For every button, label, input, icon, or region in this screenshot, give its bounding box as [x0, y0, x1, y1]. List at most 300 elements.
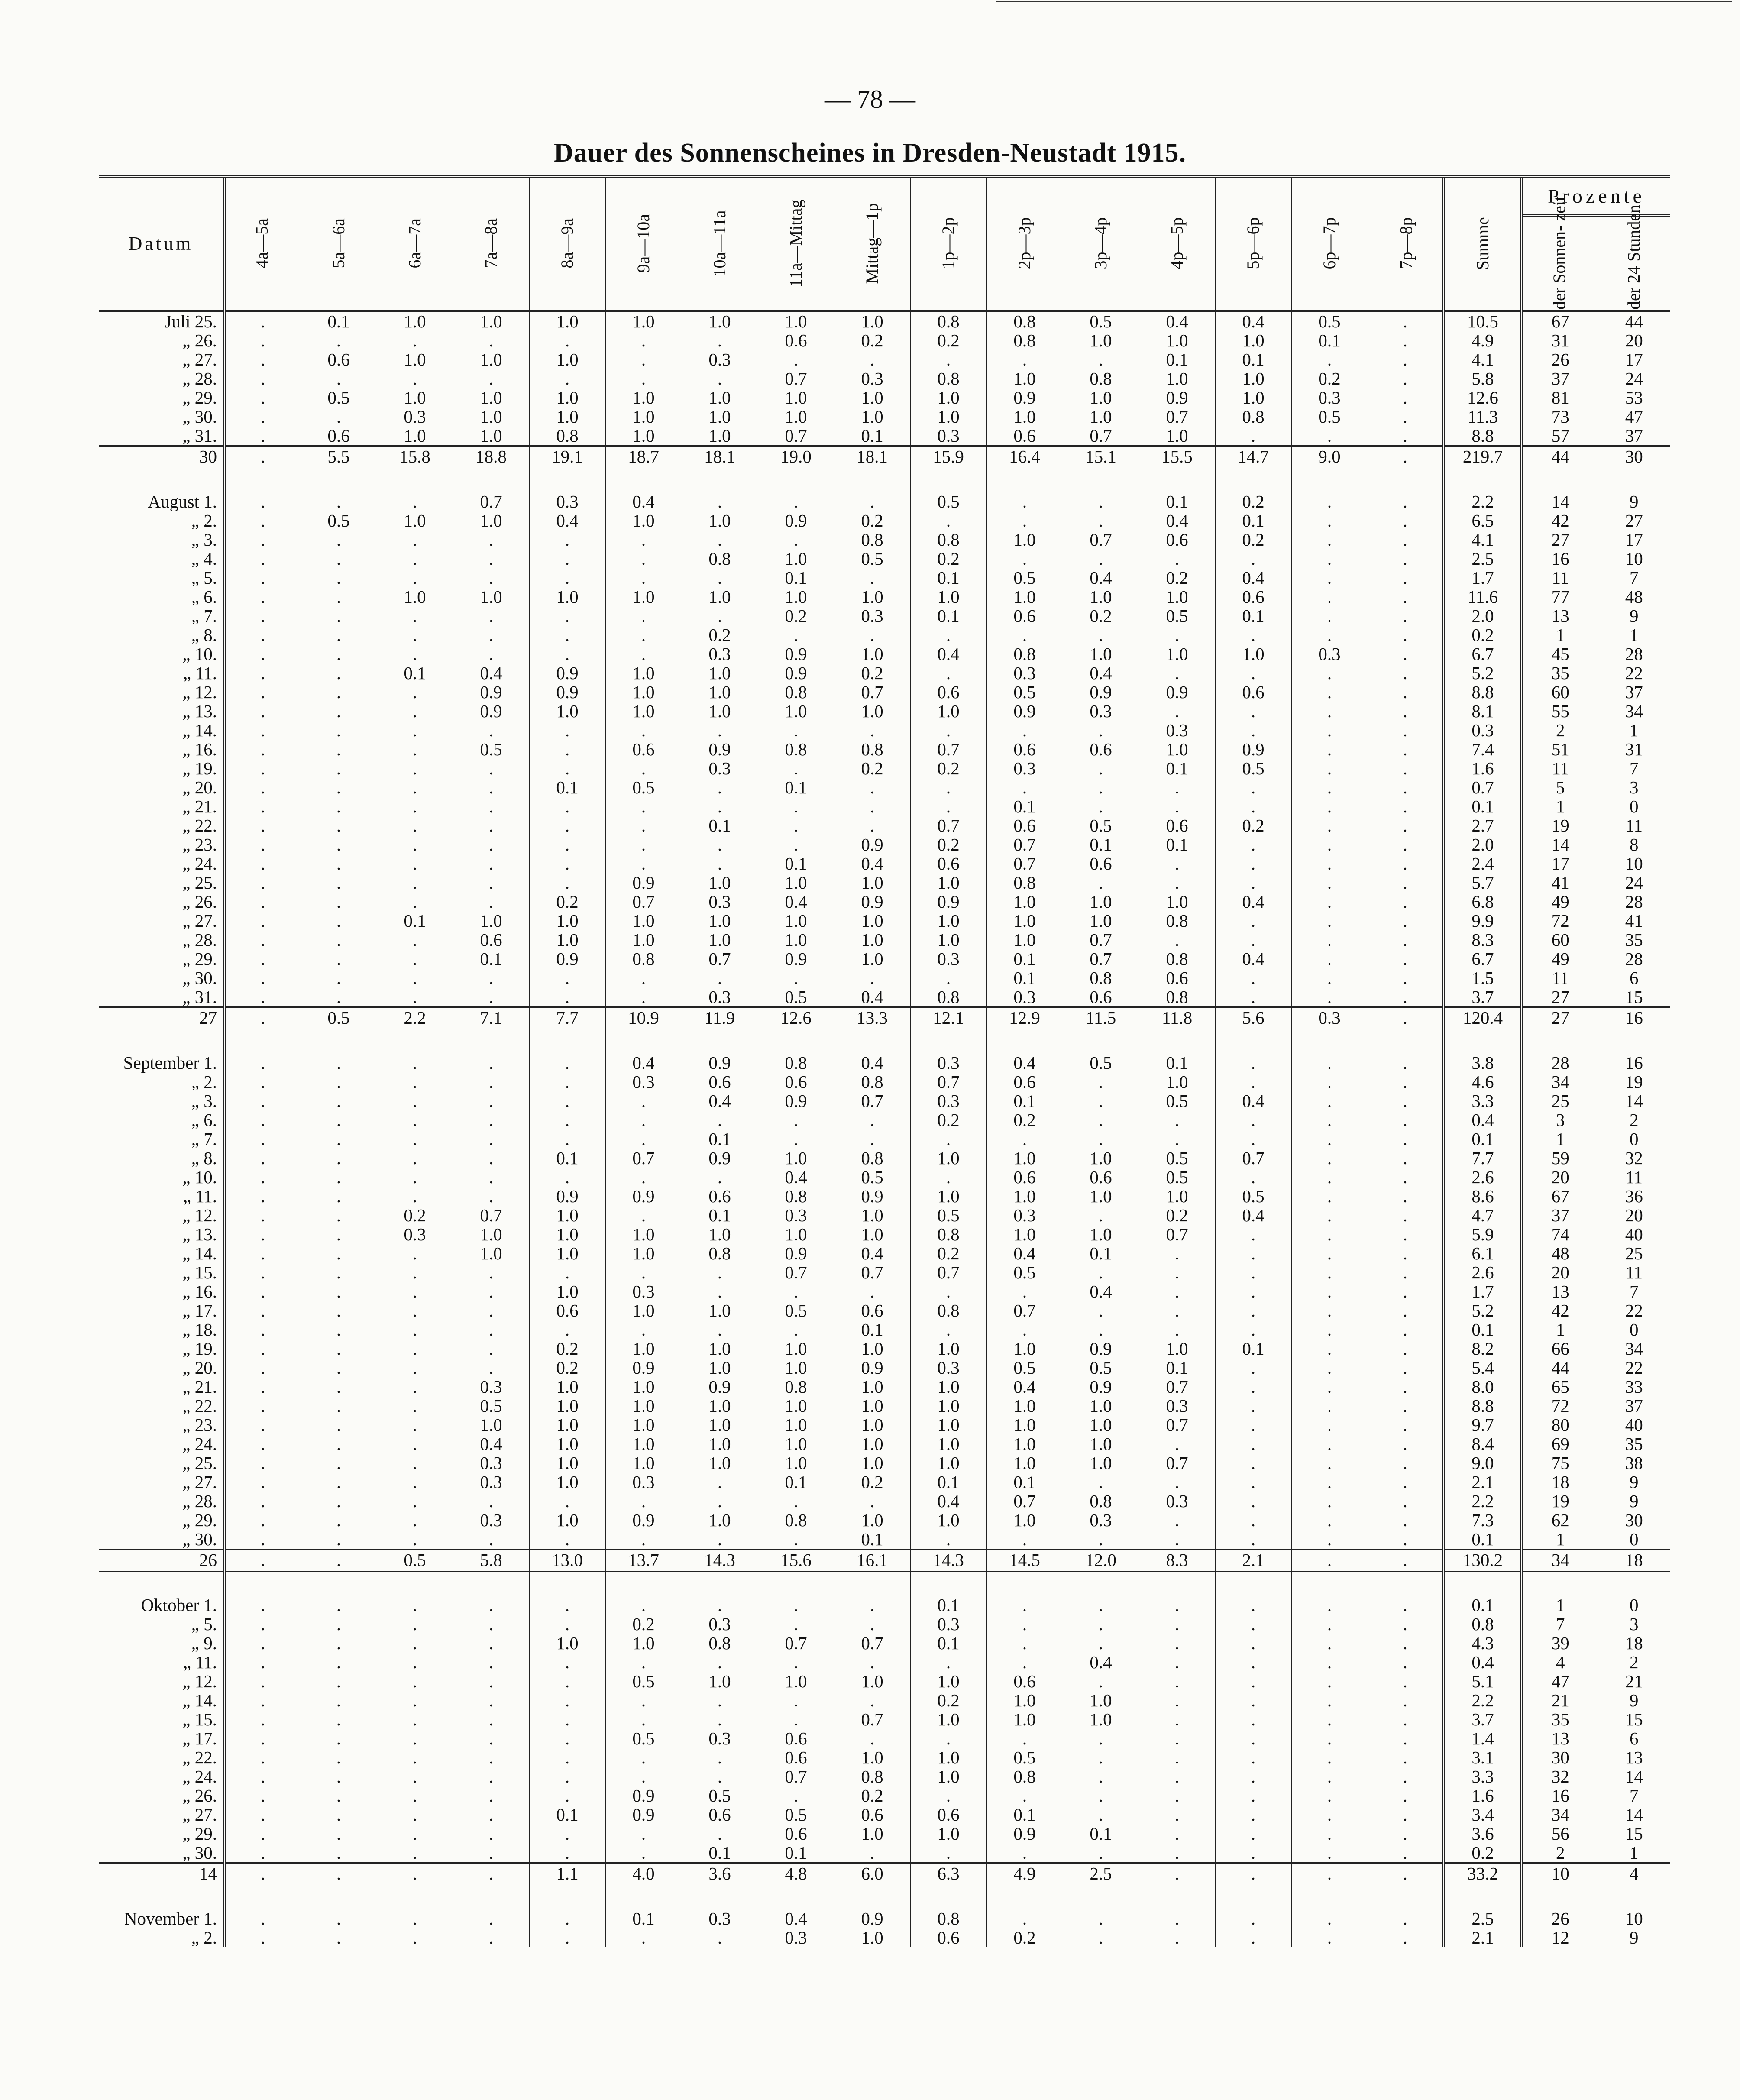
- value-cell: .: [1368, 1053, 1444, 1072]
- value-cell: 1.0: [986, 587, 1063, 606]
- value-cell: 0.5: [1139, 1168, 1215, 1187]
- value-cell: .: [1291, 549, 1368, 568]
- value-cell: 33: [1598, 1377, 1670, 1396]
- value-cell: 16.4: [986, 446, 1063, 468]
- value-cell: .: [1368, 1492, 1444, 1511]
- value-cell: .: [1368, 331, 1444, 350]
- value-cell: .: [1063, 759, 1139, 778]
- value-cell: .: [301, 1434, 377, 1453]
- value-cell: .: [910, 721, 986, 740]
- value-cell: 0.1: [758, 1843, 834, 1863]
- value-cell: 27: [1522, 1007, 1598, 1029]
- value-cell: .: [834, 797, 910, 816]
- value-cell: 0.6: [453, 930, 529, 949]
- value-cell: 1.0: [682, 511, 758, 530]
- value-cell: .: [910, 350, 986, 369]
- value-cell: 0.8: [758, 1377, 834, 1396]
- value-cell: .: [605, 606, 682, 625]
- value-cell: 0.3: [605, 1282, 682, 1301]
- value-cell: .: [377, 1928, 453, 1947]
- value-cell: .: [377, 1653, 453, 1672]
- value-cell: 1.0: [682, 911, 758, 930]
- value-cell: .: [1215, 1672, 1291, 1691]
- date-cell: „ 17.: [182, 1728, 217, 1748]
- value-cell: 0.5: [758, 1301, 834, 1320]
- value-cell: 16: [1598, 1053, 1670, 1072]
- value-cell: 0.1: [834, 1320, 910, 1339]
- value-cell: 1.0: [1139, 644, 1215, 663]
- value-cell: 0.1: [1063, 1824, 1139, 1843]
- value-cell: .: [301, 530, 377, 549]
- value-cell: 7.7: [529, 1007, 605, 1029]
- value-cell: .: [224, 388, 301, 407]
- table-row: [99, 1149, 1670, 1168]
- date-cell: „ 11.: [183, 663, 217, 683]
- value-cell: .: [1215, 835, 1291, 854]
- value-cell: .: [224, 407, 301, 426]
- value-cell: 0.2: [605, 1615, 682, 1634]
- value-cell: 0.8: [910, 311, 986, 331]
- value-cell: .: [453, 892, 529, 911]
- value-cell: .: [377, 1634, 453, 1653]
- value-cell: 0.3: [910, 426, 986, 446]
- value-cell: 0.5: [605, 778, 682, 797]
- value-cell: 4: [1598, 1863, 1670, 1885]
- value-cell: 1.0: [910, 930, 986, 949]
- value-cell: 1.0: [605, 1434, 682, 1453]
- value-cell: 18: [1598, 1550, 1670, 1572]
- value-cell: .: [1215, 1863, 1291, 1885]
- value-cell: 0.7: [605, 892, 682, 911]
- value-cell: 0.5: [682, 1786, 758, 1805]
- value-cell: .: [529, 1615, 605, 1634]
- value-cell: .: [377, 1909, 453, 1928]
- value-cell: 73: [1522, 407, 1598, 426]
- value-cell: 1: [1598, 1843, 1670, 1863]
- value-cell: 0.5: [1063, 1053, 1139, 1072]
- value-cell: 0.9: [1063, 683, 1139, 702]
- value-cell: 37: [1522, 369, 1598, 388]
- value-cell: .: [1063, 1928, 1139, 1947]
- table-row: [99, 1263, 1670, 1282]
- value-cell: .: [1215, 1767, 1291, 1786]
- value-cell: 3.3: [1444, 1767, 1522, 1786]
- value-cell: .: [910, 1530, 986, 1550]
- spacer-cell: [1063, 1885, 1139, 1909]
- value-cell: .: [453, 835, 529, 854]
- value-cell: .: [834, 492, 910, 511]
- value-cell: .: [301, 1492, 377, 1511]
- value-cell: 4.9: [986, 1863, 1063, 1885]
- spacer-cell: [377, 468, 453, 492]
- value-cell: 1.0: [834, 644, 910, 663]
- value-cell: .: [758, 1595, 834, 1615]
- value-cell: .: [605, 1653, 682, 1672]
- value-cell: .: [682, 369, 758, 388]
- value-cell: .: [1215, 1729, 1291, 1748]
- value-cell: .: [453, 1863, 529, 1885]
- table-row: [99, 1206, 1670, 1225]
- date-cell: „ 30.: [182, 968, 217, 988]
- value-cell: 0.2: [529, 1358, 605, 1377]
- value-cell: 0.8: [834, 1149, 910, 1168]
- value-cell: .: [1291, 702, 1368, 721]
- value-cell: 0.1: [1444, 1320, 1522, 1339]
- value-cell: 7: [1598, 568, 1670, 587]
- value-cell: .: [301, 1320, 377, 1339]
- spacer-cell: [1444, 468, 1522, 492]
- table-row: [99, 1824, 1670, 1843]
- value-cell: .: [301, 587, 377, 606]
- value-cell: 22: [1598, 1358, 1670, 1377]
- value-cell: .: [453, 721, 529, 740]
- value-cell: .: [1368, 1634, 1444, 1653]
- value-cell: .: [377, 1824, 453, 1843]
- value-cell: .: [1368, 606, 1444, 625]
- value-cell: 1.0: [682, 1225, 758, 1244]
- value-cell: 57: [1522, 426, 1598, 446]
- value-cell: 1.0: [1139, 331, 1215, 350]
- value-cell: 10.9: [605, 1007, 682, 1029]
- value-cell: 1.0: [834, 1928, 910, 1947]
- value-cell: .: [1291, 1843, 1368, 1863]
- value-cell: 0.6: [1139, 530, 1215, 549]
- value-cell: 18.7: [605, 446, 682, 468]
- value-cell: .: [453, 369, 529, 388]
- value-cell: .: [1368, 1396, 1444, 1415]
- value-cell: 27: [1522, 530, 1598, 549]
- value-cell: 0.3: [910, 1091, 986, 1110]
- value-cell: .: [1139, 1595, 1215, 1615]
- value-cell: .: [301, 968, 377, 987]
- value-cell: .: [377, 1672, 453, 1691]
- table-row: [99, 892, 1670, 911]
- value-cell: 0.2: [1444, 1843, 1522, 1863]
- spacer-cell: [1522, 1572, 1598, 1596]
- table-row: [99, 663, 1670, 683]
- value-cell: .: [453, 1672, 529, 1691]
- value-cell: 0.8: [758, 1187, 834, 1206]
- value-cell: .: [1291, 1863, 1368, 1885]
- date-cell: „ 6.: [191, 1110, 217, 1130]
- value-cell: .: [910, 1129, 986, 1149]
- value-cell: 41: [1522, 873, 1598, 892]
- value-cell: .: [758, 530, 834, 549]
- value-cell: .: [1139, 1909, 1215, 1928]
- value-cell: 81: [1522, 388, 1598, 407]
- date-cell: Oktober 1.: [141, 1595, 217, 1615]
- value-cell: 1: [1522, 1595, 1598, 1615]
- table-row: [99, 407, 1670, 426]
- value-cell: 1.0: [605, 407, 682, 426]
- value-cell: 8.4: [1444, 1434, 1522, 1453]
- value-cell: 1: [1522, 797, 1598, 816]
- value-cell: 1.0: [834, 1511, 910, 1530]
- value-cell: 0.3: [682, 1729, 758, 1748]
- value-cell: 1.0: [834, 1748, 910, 1767]
- value-cell: 0.3: [1444, 721, 1522, 740]
- value-cell: .: [1063, 1748, 1139, 1767]
- value-cell: 40: [1598, 1225, 1670, 1244]
- value-cell: .: [1368, 1007, 1444, 1029]
- value-cell: 0.1: [986, 1805, 1063, 1824]
- value-cell: 21: [1522, 1691, 1598, 1710]
- spacer-cell: [1291, 1885, 1368, 1909]
- value-cell: 3.6: [682, 1863, 758, 1885]
- value-cell: .: [1368, 369, 1444, 388]
- value-cell: 0.1: [834, 426, 910, 446]
- value-cell: 0.7: [1063, 930, 1139, 949]
- spacer-cell: [1291, 1572, 1368, 1596]
- value-cell: 11.3: [1444, 407, 1522, 426]
- value-cell: .: [377, 1748, 453, 1767]
- value-cell: .: [1368, 1282, 1444, 1301]
- date-header: Datum: [99, 176, 224, 311]
- value-cell: 0.9: [1063, 1339, 1139, 1358]
- value-cell: .: [834, 1282, 910, 1301]
- table-row: [99, 911, 1670, 930]
- table-row: [99, 1434, 1670, 1453]
- value-cell: .: [301, 1263, 377, 1282]
- spacer-cell: [910, 1029, 986, 1054]
- value-cell: 1.0: [834, 1396, 910, 1415]
- spacer-cell: [758, 1885, 834, 1909]
- value-cell: 2.2: [377, 1007, 453, 1029]
- value-cell: .: [1139, 854, 1215, 873]
- month-spacer: [99, 468, 1670, 492]
- value-cell: .: [301, 1824, 377, 1843]
- value-cell: .: [301, 1615, 377, 1634]
- table-row: [99, 1710, 1670, 1729]
- value-cell: 14.3: [910, 1550, 986, 1572]
- value-cell: .: [529, 854, 605, 873]
- value-cell: 0.7: [1063, 530, 1139, 549]
- value-cell: 67: [1522, 1187, 1598, 1206]
- value-cell: 15: [1598, 1710, 1670, 1729]
- value-cell: 1.0: [529, 911, 605, 930]
- spacer-cell: [758, 1029, 834, 1054]
- value-cell: 0.3: [605, 1072, 682, 1091]
- value-cell: .: [1215, 1282, 1291, 1301]
- value-cell: 1.0: [910, 587, 986, 606]
- hour-header: 6a—7a: [377, 176, 453, 311]
- value-cell: .: [1368, 644, 1444, 663]
- value-cell: .: [224, 892, 301, 911]
- page-number: — 78 —: [825, 85, 915, 113]
- value-cell: 60: [1522, 683, 1598, 702]
- value-cell: .: [224, 1453, 301, 1472]
- value-cell: .: [301, 702, 377, 721]
- value-cell: 0.4: [834, 1244, 910, 1263]
- value-cell: 12.9: [986, 1007, 1063, 1029]
- value-cell: 0.9: [1139, 388, 1215, 407]
- spacer-cell: [1444, 1572, 1522, 1596]
- value-cell: 1.0: [605, 426, 682, 446]
- date-cell: „ 6.: [191, 587, 217, 607]
- spacer-cell: [834, 1029, 910, 1054]
- value-cell: .: [529, 968, 605, 987]
- value-cell: 2.5: [1444, 549, 1522, 568]
- spacer-cell: [758, 1572, 834, 1596]
- value-cell: .: [453, 530, 529, 549]
- value-cell: 0.4: [1063, 1653, 1139, 1672]
- value-cell: 30: [1522, 1748, 1598, 1767]
- value-cell: .: [377, 1415, 453, 1434]
- value-cell: .: [1215, 1843, 1291, 1863]
- table-row: [99, 1244, 1670, 1263]
- value-cell: 0.7: [986, 1492, 1063, 1511]
- value-cell: .: [1368, 511, 1444, 530]
- value-cell: .: [377, 778, 453, 797]
- value-cell: 0.4: [1215, 1091, 1291, 1110]
- date-cell: „ 27.: [182, 911, 217, 931]
- value-cell: .: [377, 1091, 453, 1110]
- value-cell: .: [758, 1530, 834, 1550]
- date-cell: „ 3.: [191, 1091, 217, 1111]
- value-cell: .: [529, 1110, 605, 1129]
- value-cell: .: [224, 1805, 301, 1824]
- value-cell: .: [224, 1091, 301, 1110]
- value-cell: 0.1: [758, 854, 834, 873]
- date-cell: „ 7.: [191, 606, 217, 626]
- value-cell: 20: [1522, 1263, 1598, 1282]
- value-cell: .: [682, 797, 758, 816]
- value-cell: 0.1: [758, 778, 834, 797]
- date-cell: „ 10.: [182, 1167, 217, 1187]
- value-cell: .: [682, 968, 758, 987]
- table-row: [99, 1729, 1670, 1748]
- value-cell: 0.6: [758, 331, 834, 350]
- value-cell: 60: [1522, 930, 1598, 949]
- spacer-cell: [453, 1029, 529, 1054]
- value-cell: 2.2: [1444, 1492, 1522, 1511]
- value-cell: 0.9: [453, 702, 529, 721]
- value-cell: 1.0: [682, 1511, 758, 1530]
- value-cell: .: [1215, 1653, 1291, 1672]
- value-cell: 0.6: [1215, 683, 1291, 702]
- value-cell: .: [758, 1110, 834, 1129]
- value-cell: 6.8: [1444, 892, 1522, 911]
- value-cell: .: [682, 1530, 758, 1550]
- value-cell: 62: [1522, 1511, 1598, 1530]
- value-cell: 1.0: [529, 1396, 605, 1415]
- value-cell: 4.1: [1444, 350, 1522, 369]
- value-cell: .: [1291, 1320, 1368, 1339]
- value-cell: .: [529, 644, 605, 663]
- value-cell: 0.5: [453, 1396, 529, 1415]
- value-cell: .: [1368, 930, 1444, 949]
- spacer-cell: [301, 468, 377, 492]
- value-cell: 6: [1598, 1729, 1670, 1748]
- table-row: [99, 816, 1670, 835]
- value-cell: .: [453, 1805, 529, 1824]
- value-cell: 0.2: [986, 1928, 1063, 1947]
- value-cell: 1.0: [682, 1415, 758, 1434]
- spacer-cell: [453, 468, 529, 492]
- value-cell: 25: [1522, 1091, 1598, 1110]
- value-cell: .: [1215, 854, 1291, 873]
- value-cell: 1.0: [986, 1415, 1063, 1434]
- value-cell: .: [1291, 1615, 1368, 1634]
- value-cell: 1.0: [986, 1691, 1063, 1710]
- value-cell: .: [224, 530, 301, 549]
- value-cell: 0.8: [1444, 1615, 1522, 1634]
- value-cell: .: [1215, 1928, 1291, 1947]
- value-cell: 4.1: [1444, 530, 1522, 549]
- value-cell: 0.5: [1063, 311, 1139, 331]
- table-row: [99, 1786, 1670, 1805]
- value-cell: 34: [1598, 1339, 1670, 1358]
- spacer-cell: [301, 1029, 377, 1054]
- value-cell: .: [1368, 1928, 1444, 1947]
- value-cell: .: [1368, 1824, 1444, 1843]
- value-cell: 0.4: [758, 1909, 834, 1928]
- value-cell: 1.0: [453, 911, 529, 930]
- value-cell: 1.0: [605, 1244, 682, 1263]
- value-cell: .: [758, 1320, 834, 1339]
- value-cell: 1.0: [986, 1339, 1063, 1358]
- value-cell: 77: [1522, 587, 1598, 606]
- value-cell: 0.8: [910, 1225, 986, 1244]
- value-cell: 0.9: [758, 949, 834, 968]
- value-cell: 0.2: [1215, 530, 1291, 549]
- value-cell: 1.0: [682, 388, 758, 407]
- value-cell: 0.4: [758, 892, 834, 911]
- value-cell: 1.0: [1139, 426, 1215, 446]
- value-cell: 0.4: [1444, 1653, 1522, 1672]
- value-cell: .: [1368, 388, 1444, 407]
- value-cell: .: [224, 1358, 301, 1377]
- value-cell: .: [1215, 968, 1291, 987]
- value-cell: .: [377, 1805, 453, 1824]
- hour-header: 8a—9a: [529, 176, 605, 311]
- value-cell: 1.0: [834, 1453, 910, 1472]
- spacer-cell: [1522, 1029, 1598, 1054]
- value-cell: .: [453, 1301, 529, 1320]
- value-cell: .: [224, 835, 301, 854]
- value-cell: .: [1215, 778, 1291, 797]
- value-cell: 0.3: [1063, 702, 1139, 721]
- value-cell: 0.4: [453, 663, 529, 683]
- value-cell: 44: [1598, 311, 1670, 331]
- value-cell: .: [377, 1320, 453, 1339]
- value-cell: 1.0: [986, 369, 1063, 388]
- value-cell: .: [1063, 1091, 1139, 1110]
- value-cell: .: [377, 797, 453, 816]
- table-row: [99, 1615, 1670, 1634]
- value-cell: .: [529, 1320, 605, 1339]
- value-cell: .: [986, 1729, 1063, 1748]
- value-cell: 0.8: [834, 740, 910, 759]
- value-cell: .: [1139, 1786, 1215, 1805]
- value-cell: 1.0: [529, 1634, 605, 1653]
- value-cell: .: [758, 816, 834, 835]
- value-cell: .: [834, 1691, 910, 1710]
- value-cell: 0.4: [1215, 568, 1291, 587]
- value-cell: 0.7: [834, 1634, 910, 1653]
- value-cell: .: [605, 721, 682, 740]
- value-cell: 7.7: [1444, 1149, 1522, 1168]
- value-cell: .: [377, 721, 453, 740]
- value-cell: .: [1291, 1282, 1368, 1301]
- value-cell: .: [1368, 1206, 1444, 1225]
- value-cell: .: [224, 1301, 301, 1320]
- top-rule: [996, 1, 1732, 2]
- value-cell: 3.4: [1444, 1805, 1522, 1824]
- value-cell: .: [529, 568, 605, 587]
- value-cell: .: [1291, 1511, 1368, 1530]
- date-cell: „ 30.: [182, 1529, 217, 1549]
